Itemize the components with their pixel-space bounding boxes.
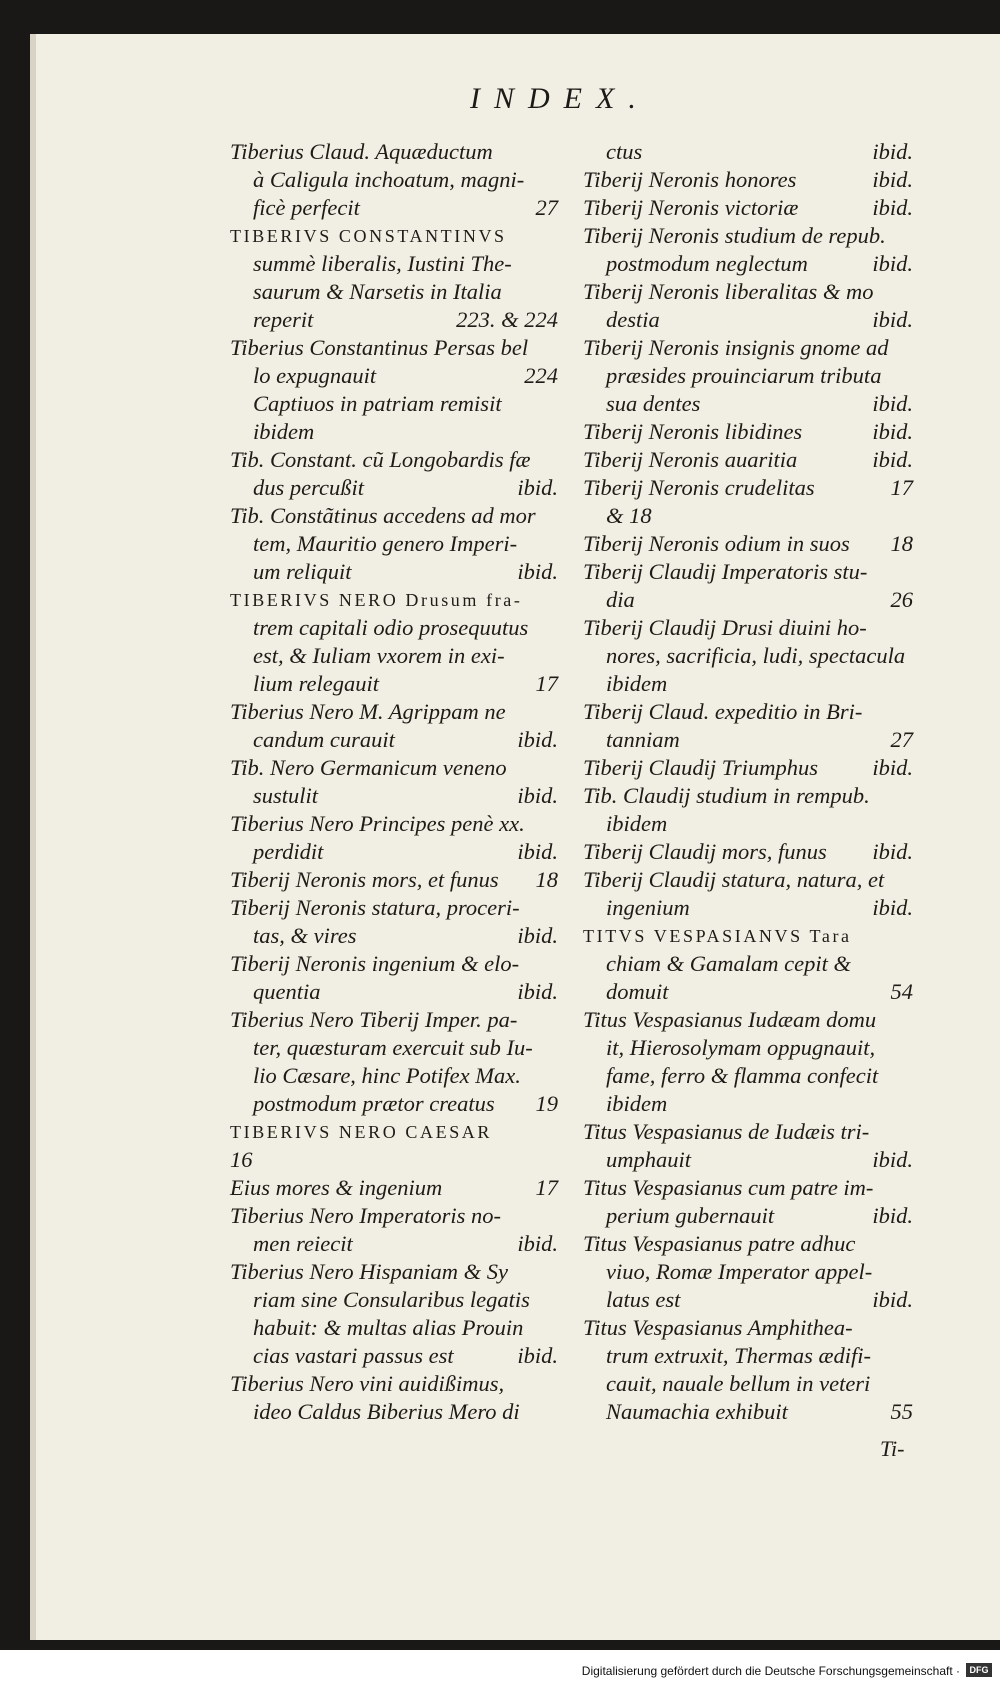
index-line xyxy=(583,474,913,502)
index-line xyxy=(583,1202,913,1230)
index-line xyxy=(583,502,913,530)
index-entry-text: Tiberij Neronis studium de repub. xyxy=(583,223,886,248)
index-entry-text: Tiberius Claud. Aquæductum xyxy=(230,139,493,164)
index-entry-text: Tib. Constant. cũ Longobardis fæ xyxy=(230,447,531,472)
page-reference: ibid. xyxy=(872,139,913,164)
index-line xyxy=(230,446,558,474)
index-entry-text: Tiberij Neronis insignis gnome ad xyxy=(583,335,889,360)
index-entry-text: Tiberij Neronis ingenium & elo- xyxy=(230,951,520,976)
page-reference: ibid. xyxy=(872,195,913,220)
page-reference: 17 xyxy=(535,671,558,696)
index-entry-text: Tiberij Neronis libidines xyxy=(583,419,803,444)
index-entry-text: ibidem xyxy=(253,419,315,444)
index-line xyxy=(583,614,913,642)
index-entry-text: Tiberius Nero Principes penè xx. xyxy=(230,811,525,836)
page-reference: ibid. xyxy=(872,895,913,920)
page-reference: 26 xyxy=(890,587,913,612)
index-line xyxy=(583,390,913,418)
index-entry-text: viuo, Romæ Imperator appel- xyxy=(606,1259,873,1284)
index-entry-text: TIBERIVS NERO CAESAR xyxy=(230,1122,493,1142)
index-entry-text: Tiberij Claud. expeditio in Bri- xyxy=(583,699,863,724)
index-entry-text: Titus Vespasianus Amphithea- xyxy=(583,1315,853,1340)
index-entry-text: Titus Vespasianus patre adhuc xyxy=(583,1231,856,1256)
index-line xyxy=(230,1370,558,1398)
page-reference: 54 xyxy=(890,979,913,1004)
index-entry-text: ideo Caldus Biberius Mero di xyxy=(253,1399,520,1424)
index-entry-text: quentia xyxy=(253,979,321,1004)
index-line xyxy=(583,362,913,390)
index-line xyxy=(583,670,913,698)
index-entry-text: Tiberij Claudij mors, funus xyxy=(583,839,827,864)
index-entry-text: domuit xyxy=(606,979,669,1004)
index-line xyxy=(583,978,913,1006)
page-reference: ibid. xyxy=(872,167,913,192)
index-line xyxy=(583,446,913,474)
index-line xyxy=(583,1034,913,1062)
index-line xyxy=(230,726,558,754)
page-reference: 27 xyxy=(890,727,913,752)
index-line xyxy=(230,782,558,810)
index-entry-text: Tiberij Neronis statura, proceri- xyxy=(230,895,520,920)
index-line xyxy=(583,166,913,194)
page-reference: ibid. xyxy=(872,1287,913,1312)
index-line xyxy=(583,334,913,362)
index-entry-text: Tiberius Nero Imperatoris no- xyxy=(230,1203,502,1228)
index-entry-text: TIBERIVS CONSTANTINVS xyxy=(230,226,507,246)
index-line xyxy=(230,194,558,222)
index-line xyxy=(230,670,558,698)
index-line xyxy=(230,530,558,558)
index-entry-text: cias vastari passus est xyxy=(253,1343,454,1368)
page-reference: 17 xyxy=(890,475,913,500)
page-reference: ibid. xyxy=(517,1231,558,1256)
index-line xyxy=(230,1286,558,1314)
index-entry-text: ctus xyxy=(606,139,643,164)
index-line xyxy=(230,1202,558,1230)
index-entry-text: summè liberalis, Iustini The- xyxy=(253,251,512,276)
index-entry-text: tas, & vires xyxy=(253,923,357,948)
index-entry-text: Tiberij Neronis crudelitas xyxy=(583,475,815,500)
index-line xyxy=(583,194,913,222)
index-line xyxy=(230,1342,558,1370)
index-entry-text: Tiberij Neronis odium in suos xyxy=(583,531,850,556)
index-line xyxy=(583,1342,913,1370)
index-line xyxy=(583,1006,913,1034)
index-entry-text: Tiberij Neronis victoriæ xyxy=(583,195,799,220)
index-entry-text: sua dentes xyxy=(606,391,701,416)
index-line xyxy=(230,334,558,362)
index-line xyxy=(583,754,913,782)
index-line xyxy=(583,866,913,894)
index-entry-text: Eius mores & ingenium xyxy=(230,1175,443,1200)
index-line xyxy=(583,138,913,166)
index-line xyxy=(583,418,913,446)
index-line xyxy=(583,586,913,614)
index-line xyxy=(583,726,913,754)
index-line xyxy=(230,586,558,614)
page-reference: ibid. xyxy=(872,419,913,444)
index-entry-text: Tib. Nero Germanicum veneno xyxy=(230,755,507,780)
index-line xyxy=(583,1258,913,1286)
index-line xyxy=(230,250,558,278)
index-line xyxy=(583,1286,913,1314)
index-entry-text: umphauit xyxy=(606,1147,692,1172)
index-entry-text: Tiberius Nero Hispaniam & Sy xyxy=(230,1259,508,1284)
index-line xyxy=(230,1174,558,1202)
page-reference: 224 xyxy=(524,363,558,388)
index-line xyxy=(583,1118,913,1146)
index-entry-text: TIBERIVS NERO Drusum fra- xyxy=(230,590,523,610)
index-entry-text: Tib. Constãtinus accedens ad mor xyxy=(230,503,536,528)
index-line xyxy=(583,698,913,726)
index-line xyxy=(230,950,558,978)
index-line xyxy=(230,1230,558,1258)
index-line xyxy=(230,222,558,250)
index-entry-text: postmodum prætor creatus xyxy=(253,1091,495,1116)
page-reference: 19 xyxy=(535,1091,558,1116)
index-line xyxy=(230,418,558,446)
index-entry-text: trem capitali odio prosequutus xyxy=(253,615,529,640)
page-reference: 27 xyxy=(535,195,558,220)
index-entry-text: latus est xyxy=(606,1287,681,1312)
index-entry-text: Tiberius Nero M. Agrippam ne xyxy=(230,699,506,724)
index-entry-text: lio Cæsare, hinc Potifex Max. xyxy=(253,1063,521,1088)
index-entry-text: præsides prouinciarum tributa xyxy=(606,363,882,388)
page-reference: ibid. xyxy=(517,783,558,808)
index-entry-text: Tiberij Neronis auaritia xyxy=(583,447,798,472)
index-line xyxy=(583,250,913,278)
index-line xyxy=(583,1174,913,1202)
index-line xyxy=(230,1062,558,1090)
index-line xyxy=(583,1370,913,1398)
index-line xyxy=(583,222,913,250)
funding-notice: Digitalisierung gefördert durch die Deutsche Forschungsgemeinschaft · xyxy=(581,1664,960,1678)
index-line xyxy=(230,1034,558,1062)
index-entry-text: à Caligula inchoatum, magni- xyxy=(253,167,525,192)
index-entry-text: ficè perfecit xyxy=(253,195,360,220)
index-entry-text: ibidem xyxy=(606,811,668,836)
page-reference: 17 xyxy=(535,1175,558,1200)
index-line xyxy=(230,502,558,530)
index-entry-text: Tiberij Neronis liberalitas & mo xyxy=(583,279,874,304)
index-entry-text: habuit: & multas alias Prouin xyxy=(253,1315,524,1340)
index-entry-text: Tiberij Claudij Triumphus xyxy=(583,755,819,780)
index-entry-text: Titus Vespasianus de Iudæis tri- xyxy=(583,1119,870,1144)
index-entry-text: Tiberij Neronis mors, et funus xyxy=(230,867,499,892)
index-entry-text: dus percußit xyxy=(253,475,365,500)
page-reference: ibid. xyxy=(517,559,558,584)
index-line xyxy=(230,866,558,894)
index-line xyxy=(230,810,558,838)
page-reference: 18 xyxy=(535,867,558,892)
index-entry-text: Tiberius Nero Tiberij Imper. pa- xyxy=(230,1007,518,1032)
index-line xyxy=(230,278,558,306)
index-entry-text: Tiberij Neronis honores xyxy=(583,167,797,192)
index-line xyxy=(583,530,913,558)
index-entry-text: est, & Iuliam vxorem in exi- xyxy=(253,643,505,668)
index-line xyxy=(230,558,558,586)
index-entry-text: ingenium xyxy=(606,895,690,920)
page-reference: ibid. xyxy=(872,251,913,276)
index-line xyxy=(230,1006,558,1034)
index-column-right xyxy=(583,138,913,1426)
index-line xyxy=(583,306,913,334)
index-entry-text: destia xyxy=(606,307,660,332)
index-line xyxy=(230,362,558,390)
page-reference: ibid. xyxy=(517,727,558,752)
index-line xyxy=(583,1146,913,1174)
index-line xyxy=(230,978,558,1006)
index-line xyxy=(230,1258,558,1286)
index-entry-text: 16 xyxy=(230,1147,253,1172)
index-entry-text: um reliquit xyxy=(253,559,352,584)
page-reference: ibid. xyxy=(517,475,558,500)
footer-bar xyxy=(0,1650,1000,1694)
index-line xyxy=(230,838,558,866)
index-entry-text: Titus Vespasianus cum patre im- xyxy=(583,1175,874,1200)
index-line xyxy=(230,1314,558,1342)
catchword: Ti- xyxy=(880,1436,905,1461)
index-line xyxy=(230,922,558,950)
page-reference: ibid. xyxy=(872,1147,913,1172)
index-line xyxy=(583,278,913,306)
index-entry-text: sustulit xyxy=(253,783,319,808)
index-entry-text: tanniam xyxy=(606,727,680,752)
index-entry-text: ibidem xyxy=(606,671,668,696)
index-line xyxy=(230,1398,558,1426)
index-entry-text: men reiecit xyxy=(253,1231,353,1256)
index-entry-text: Tiberius Constantinus Persas bel xyxy=(230,335,529,360)
index-line xyxy=(230,1090,558,1118)
index-entry-text: TITVS VESPASIANVS Tara xyxy=(583,926,852,946)
index-entry-text: Tiberij Claudij Imperatoris stu- xyxy=(583,559,868,584)
index-line xyxy=(230,390,558,418)
index-entry-text: lo expugnauit xyxy=(253,363,377,388)
index-line xyxy=(583,838,913,866)
index-line xyxy=(230,306,558,334)
index-entry-text: Captiuos in patriam remisit xyxy=(253,391,502,416)
page-reference: ibid. xyxy=(872,1203,913,1228)
page-reference: 18 xyxy=(890,531,913,556)
page-reference: 55 xyxy=(890,1399,913,1424)
index-entry-text: cauit, nauale bellum in veteri xyxy=(606,1371,871,1396)
index-entry-text: perium gubernauit xyxy=(606,1203,775,1228)
index-entry-text: Tiberij Claudij Drusi diuini ho- xyxy=(583,615,867,640)
index-entry-text: fame, ferro & flamma confecit xyxy=(606,1063,879,1088)
index-entry-text: it, Hierosolymam oppugnauit, xyxy=(606,1035,876,1060)
page-reference: ibid. xyxy=(872,447,913,472)
index-entry-text: candum curauit xyxy=(253,727,395,752)
page-reference: 223. & 224 xyxy=(456,307,558,332)
index-line xyxy=(230,642,558,670)
index-line xyxy=(230,698,558,726)
index-entry-text: perdidit xyxy=(253,839,324,864)
index-entry-text: Tiberius Nero vini auidißimus, xyxy=(230,1371,505,1396)
index-line xyxy=(230,754,558,782)
index-line xyxy=(230,894,558,922)
index-line xyxy=(583,1230,913,1258)
index-line xyxy=(583,1314,913,1342)
index-line xyxy=(583,810,913,838)
page-reference: ibid. xyxy=(872,307,913,332)
index-entry-text: & 18 xyxy=(606,503,652,528)
index-entry-text: postmodum neglectum xyxy=(606,251,808,276)
page-header: INDEX. xyxy=(470,82,650,115)
page-reference: ibid. xyxy=(517,979,558,1004)
page-reference: ibid. xyxy=(517,839,558,864)
index-line xyxy=(583,894,913,922)
index-line xyxy=(583,1398,913,1426)
index-line xyxy=(583,558,913,586)
index-column-left xyxy=(230,138,558,1426)
index-entry-text: nores, sacrificia, ludi, spectacula xyxy=(606,643,906,668)
index-line xyxy=(230,474,558,502)
page-reference: ibid. xyxy=(517,923,558,948)
index-line xyxy=(230,166,558,194)
page-reference: ibid. xyxy=(872,391,913,416)
index-line xyxy=(583,922,913,950)
index-line xyxy=(583,1062,913,1090)
index-entry-text: tem, Mauritio genero Imperi- xyxy=(253,531,518,556)
index-entry-text: reperit xyxy=(253,307,314,332)
index-line xyxy=(230,1146,558,1174)
index-entry-text: Tib. Claudij studium in rempub. xyxy=(583,783,870,808)
index-entry-text: chiam & Gamalam cepit & xyxy=(606,951,851,976)
index-line xyxy=(230,614,558,642)
page-reference: ibid. xyxy=(872,755,913,780)
index-entry-text: ibidem xyxy=(606,1091,668,1116)
index-entry-text: Titus Vespasianus Iudæam domu xyxy=(583,1007,877,1032)
index-line xyxy=(583,782,913,810)
index-entry-text: dia xyxy=(606,587,635,612)
index-line xyxy=(583,950,913,978)
index-line xyxy=(583,1090,913,1118)
index-entry-text: trum extruxit, Thermas ædifi- xyxy=(606,1343,871,1368)
index-line xyxy=(230,138,558,166)
index-entry-text: lium relegauit xyxy=(253,671,380,696)
index-entry-text: riam sine Consularibus legatis xyxy=(253,1287,530,1312)
page-reference: ibid. xyxy=(517,1343,558,1368)
index-entry-text: saurum & Narsetis in Italia xyxy=(253,279,502,304)
dfg-logo-icon: DFG xyxy=(966,1663,992,1677)
index-entry-text: Naumachia exhibuit xyxy=(606,1399,788,1424)
index-entry-text: ter, quæsturam exercuit sub Iu- xyxy=(253,1035,533,1060)
index-line xyxy=(583,642,913,670)
page-reference: ibid. xyxy=(872,839,913,864)
index-line xyxy=(230,1118,558,1146)
index-entry-text: Tiberij Claudij statura, natura, et xyxy=(583,867,885,892)
